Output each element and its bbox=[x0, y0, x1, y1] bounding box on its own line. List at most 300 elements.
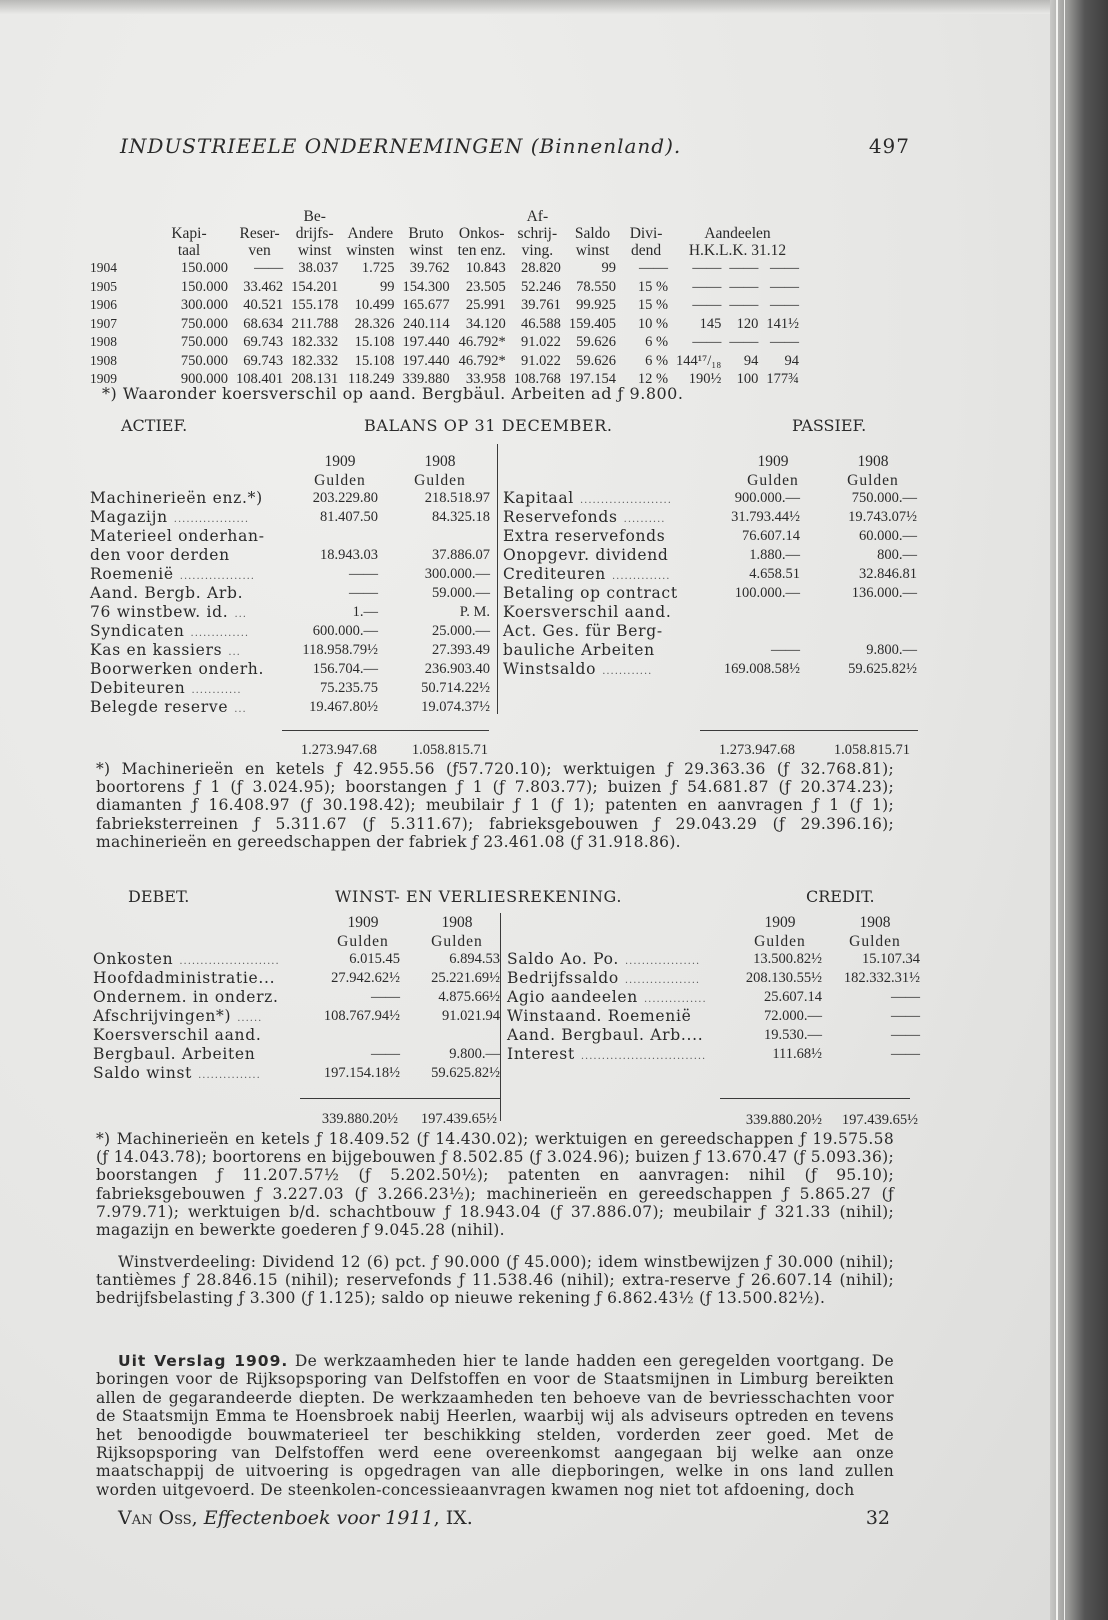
reserven-cell: 69.743 bbox=[243, 334, 284, 350]
label-text: Saldo winst bbox=[93, 1064, 193, 1082]
label-text: Extra reservefonds bbox=[503, 527, 666, 545]
label-text: Debiteuren bbox=[90, 679, 186, 697]
year-cell: 1908 bbox=[90, 334, 117, 349]
line-item-label bbox=[93, 1026, 267, 1047]
onkosten-cell: 25.991 bbox=[465, 297, 506, 313]
page-number: 497 bbox=[868, 134, 910, 158]
label-text: Crediteuren bbox=[503, 565, 606, 583]
value-v1909: 203.229.80 bbox=[312, 490, 378, 506]
value-v1909: 208.130.55½ bbox=[745, 970, 822, 986]
value-v1908: —— bbox=[891, 1027, 920, 1043]
line-item-label bbox=[503, 508, 665, 529]
l-cell: 177¾ bbox=[766, 371, 799, 387]
andere-cell: 118.249 bbox=[347, 371, 395, 387]
year-cell: 1909 bbox=[90, 371, 117, 386]
report-text: De werkzaamheden hier te lande hadden een geregelden voortgang. De boringen voor de Rijksopsporing van Delfstoffen en voor de Staatsmijnen in Limburg bereikten allen de gegarandeerde diepten. De werkzaamheden ten behoeve van de bevriesschachten voor de Staatsmijn Emma te Hoensbroek nabij Heerlen, waarbij wij als adviseurs optreden en tevens het benoodigde bouwmaterieel ter beschikking stelden, vorderden zeer goed. Met de Rijksopsporing van Delfstoffen werd eene overeenkomst aangegaan bij welke aan onze maatschappij de uitvoering is opgedragen van alle diepboringen, welke in ons land zullen worden uitgevoerd. De steenkolen-concessieaanvragen kwamen nog niet tot afdoening, doch bbox=[96, 1352, 895, 1499]
value-v1909: —— bbox=[371, 1046, 400, 1062]
balance-title: BALANS OP 31 DECEMBER. bbox=[364, 416, 613, 435]
line-item-label bbox=[90, 508, 249, 529]
leader-dots: .................. bbox=[624, 975, 701, 986]
page-title: INDUSTRIEELE ONDERNEMINGEN (Binnenland). bbox=[120, 134, 682, 158]
col-hdr bbox=[620, 208, 672, 225]
leader-dots: .............. bbox=[190, 628, 250, 639]
table-row bbox=[86, 278, 803, 297]
value-v1909: 19.530.— bbox=[764, 1027, 822, 1043]
h-cell: —— bbox=[692, 260, 722, 276]
page-edge bbox=[1064, 0, 1065, 1620]
value-v1908: 19.743.07½ bbox=[848, 509, 917, 525]
value-v1908: 750.000.— bbox=[851, 490, 917, 506]
bedrijfswinst-cell: 208.131 bbox=[291, 371, 339, 387]
line-item-label bbox=[93, 1064, 261, 1085]
line-item-label bbox=[93, 969, 281, 990]
bruto-cell: 197.440 bbox=[402, 352, 450, 369]
credit-title: CREDIT. bbox=[806, 887, 875, 906]
debet-total-1908: 197.439.65½ bbox=[420, 1111, 497, 1127]
kapitaal-cell: 300.000 bbox=[180, 297, 228, 313]
balance-footnote: *) Machinerieën en ketels ƒ 42.955.56 (ƒ57.720.10); werktuigen ƒ 29.363.36 (ƒ 32.768.81); boortorens ƒ 1 (ƒ 3.024.95); boorstangen ƒ 1 (ƒ 7.803.77); buizen ƒ 54.681.87 (ƒ 20.374.23); diamanten ƒ 16.408.97 (ƒ 30.198.42); meubilair ƒ 1 (ƒ 1); patenten en aanvragen ƒ 1 (ƒ 1); fabrieksterreinen ƒ 5.311.67 (ƒ 5.311.67); fabrieksgebouwen ƒ 29.043.29 (ƒ 29.396.16); machinerieën en gereedschappen der fabriek ƒ 23.461.08 (ƒ 31.918.86). bbox=[96, 760, 894, 851]
line-item-label bbox=[503, 584, 684, 605]
value-v1908: —— bbox=[891, 1046, 920, 1062]
report-paragraph bbox=[96, 1352, 894, 1499]
leader-dots: ...................... bbox=[579, 495, 672, 506]
col-hdr-afschrijving: schrij- bbox=[517, 225, 558, 242]
line-item-label bbox=[507, 988, 707, 1009]
reserven-cell: 68.634 bbox=[243, 315, 284, 332]
value-v1909: 108.767.94½ bbox=[323, 1008, 400, 1024]
value-v1908: 91.021.94 bbox=[442, 1008, 500, 1024]
bedrijfswinst-cell: 155.178 bbox=[291, 297, 339, 313]
bruto-cell: 154.300 bbox=[402, 278, 450, 295]
value-v1909: —— bbox=[349, 566, 378, 582]
leader-dots: .............. bbox=[611, 571, 671, 582]
line-item-label bbox=[503, 641, 661, 662]
line-item-label bbox=[507, 969, 700, 990]
l-cell: —— bbox=[769, 297, 799, 313]
page-footer bbox=[118, 1507, 890, 1529]
results-footnote: *) Waaronder koersverschil op aand. Bergbäul. Arbeiten ad ƒ 9.800. bbox=[102, 384, 684, 403]
col-hdr bbox=[232, 208, 287, 225]
label-text: Magazijn bbox=[90, 508, 168, 526]
line-item-label bbox=[93, 988, 285, 1009]
onkosten-cell: 33.958 bbox=[465, 371, 506, 387]
k-cell: —— bbox=[729, 334, 759, 350]
pl-footnote: *) Machinerieën en ketels ƒ 18.409.52 (ƒ 14.430.02); werktuigen en gereedschappen ƒ 19.575.58 (ƒ 14.043.78); boortorens en bijgebouwen ƒ 8.502.85 (ƒ 3.024.96); buizen ƒ 13.670.47 (ƒ 5.093.36); boorstangen ƒ 11.207.57½ (ƒ 5.202.50½); patenten en aanvragen: nihil (ƒ 95.10); fabrieksgebouwen ƒ 3.227.03 (ƒ 3.266.23½); machinerieën en gereedschappen ƒ 5.865.27 (ƒ 7.979.71); werktuigen b/d. schachtbouw ƒ 18.943.04 (ƒ 37.886.07); meubilair ƒ 321.33 (nihil); magazijn en bewerkte goederen ƒ 9.045.28 (nihil). bbox=[96, 1130, 894, 1240]
line-item-label bbox=[503, 546, 675, 567]
label-text: Interest bbox=[507, 1045, 575, 1063]
value-v1909: 19.467.80½ bbox=[309, 699, 378, 715]
col-hdr-reserven: Reser- bbox=[239, 225, 280, 242]
label-text: Betaling op contract bbox=[503, 584, 678, 602]
andere-cell: 28.326 bbox=[354, 315, 395, 332]
line-item-label bbox=[90, 603, 247, 624]
label-text: bauliche Arbeiten bbox=[503, 641, 655, 659]
label-text: Act. Ges. für Berg- bbox=[503, 622, 663, 640]
reserven-cell: —— bbox=[254, 260, 284, 276]
bruto-cell: 39.762 bbox=[409, 260, 450, 276]
col-unit: Gulden bbox=[754, 933, 806, 950]
label-text: Winstsaldo bbox=[503, 660, 597, 678]
l-cell: —— bbox=[769, 278, 799, 295]
value-v1908: 59.625.82½ bbox=[431, 1065, 500, 1081]
line-item-label bbox=[90, 489, 269, 510]
bruto-cell: 339.880 bbox=[402, 371, 450, 387]
col-year-1909: 1909 bbox=[757, 453, 789, 470]
leader-dots: ........................ bbox=[179, 956, 280, 967]
col-hdr: winst bbox=[409, 242, 443, 259]
total-rule bbox=[300, 1098, 500, 1099]
dividend-cell: 6 % bbox=[645, 352, 669, 369]
afschrijving-cell: 46.588 bbox=[521, 315, 561, 332]
k-cell: —— bbox=[729, 260, 759, 276]
k-cell: 100 bbox=[736, 371, 759, 387]
bedrijfswinst-cell: 154.201 bbox=[291, 278, 339, 295]
value-v1909: 81.407.50 bbox=[320, 509, 378, 525]
label-text: den voor derden bbox=[90, 546, 230, 564]
col-hdr-kapitaal: Kapi- bbox=[171, 225, 207, 242]
value-v1909: 111.68½ bbox=[772, 1046, 822, 1062]
col-year-1909: 1909 bbox=[347, 914, 379, 931]
line-item-label bbox=[507, 1026, 709, 1047]
value-v1909: 6.015.45 bbox=[349, 951, 400, 967]
label-text: Machinerieën enz.*) bbox=[90, 489, 263, 507]
leader-dots: .......... bbox=[623, 514, 666, 525]
col-hdr-aandeelen: Aandeelen bbox=[704, 225, 771, 242]
label-text: Kapitaal bbox=[503, 489, 574, 507]
table-header-row-1 bbox=[86, 208, 803, 225]
value-v1909: 100.000.— bbox=[734, 585, 800, 601]
label-text: Aand. Bergbaul. Arb.... bbox=[507, 1026, 704, 1044]
year-cell: 1906 bbox=[90, 297, 117, 312]
kapitaal-cell: 750.000 bbox=[180, 334, 228, 350]
col-hdr bbox=[672, 208, 803, 225]
col-hdr bbox=[398, 208, 453, 225]
dividend-cell: 15 % bbox=[637, 278, 669, 295]
line-item-label bbox=[507, 950, 700, 971]
saldo-cell: 59.626 bbox=[576, 334, 617, 350]
col-hdr: ving. bbox=[521, 242, 554, 259]
col-hdr: ven bbox=[248, 242, 271, 259]
h-cell: 144¹⁷/₁₈ bbox=[676, 352, 722, 369]
value-v1908: 6.894.53 bbox=[449, 951, 500, 967]
value-v1909: 118.958.79½ bbox=[302, 642, 378, 658]
line-item-label bbox=[90, 660, 270, 681]
passief-total-1909: 1.273.947.68 bbox=[718, 742, 795, 758]
line-item-label bbox=[90, 641, 241, 662]
debet-total-1909: 339.880.20½ bbox=[321, 1111, 398, 1127]
table-header-row-3 bbox=[86, 242, 803, 259]
label-text: Hoofdadministratie... bbox=[93, 969, 276, 987]
col-year-1909: 1909 bbox=[324, 453, 356, 470]
l-cell: —— bbox=[769, 260, 799, 276]
col-unit: Gulden bbox=[849, 933, 901, 950]
col-year-1909: 1909 bbox=[764, 914, 796, 931]
table-row bbox=[86, 333, 803, 352]
col-hdr bbox=[454, 208, 510, 225]
afschrijving-cell: 28.820 bbox=[521, 260, 561, 276]
table-row bbox=[86, 315, 803, 334]
afschrijving-cell: 52.246 bbox=[521, 278, 561, 295]
line-item-label bbox=[507, 1045, 706, 1066]
leader-dots: ............... bbox=[643, 994, 707, 1005]
afschrijving-cell: 91.022 bbox=[521, 352, 561, 369]
kapitaal-cell: 750.000 bbox=[180, 352, 228, 369]
label-text: Roemenië bbox=[90, 565, 174, 583]
value-v1908: 4.875.66½ bbox=[438, 989, 500, 1005]
leader-dots: .................. bbox=[179, 571, 255, 582]
col-year-1908: 1908 bbox=[441, 914, 473, 931]
value-v1908: 50.714.22½ bbox=[421, 680, 490, 696]
value-v1909: 1.— bbox=[352, 604, 378, 620]
value-v1908: 236.903.40 bbox=[424, 661, 490, 677]
value-v1909: 4.658.51 bbox=[749, 566, 800, 582]
leader-dots: ... bbox=[234, 609, 247, 620]
col-year-1908: 1908 bbox=[857, 453, 889, 470]
col-hdr: ten enz. bbox=[457, 242, 506, 259]
leader-dots: ............ bbox=[602, 666, 653, 677]
col-hdr bbox=[342, 208, 398, 225]
l-cell: 141½ bbox=[766, 315, 799, 332]
leader-dots: ...... bbox=[237, 1013, 263, 1024]
line-item-label bbox=[93, 1045, 262, 1066]
debet-title: DEBET. bbox=[128, 887, 190, 906]
label-text: Saldo Ao. Po. bbox=[507, 950, 619, 968]
onkosten-cell: 46.792* bbox=[458, 352, 506, 369]
page-top-shadow bbox=[0, 0, 1050, 14]
saldo-cell: 99.925 bbox=[576, 297, 617, 313]
label-text: Syndicaten bbox=[90, 622, 185, 640]
value-v1908: —— bbox=[891, 1008, 920, 1024]
running-header bbox=[120, 134, 910, 158]
label-text: Boorwerken onderh. bbox=[90, 660, 265, 678]
line-item-label bbox=[90, 565, 255, 586]
andere-cell: 15.108 bbox=[354, 334, 395, 350]
footer-book: Effectenboek voor 1911 bbox=[203, 1507, 434, 1529]
line-item-label bbox=[90, 527, 271, 548]
value-v1908: 60.000.— bbox=[859, 528, 917, 544]
table-row bbox=[86, 259, 803, 278]
col-hdr-andere: Andere bbox=[347, 225, 394, 242]
col-unit: Gulden bbox=[414, 472, 466, 489]
bedrijfswinst-cell: 182.332 bbox=[291, 334, 339, 350]
value-v1909: 197.154.18½ bbox=[323, 1065, 400, 1081]
value-v1908: 136.000.— bbox=[851, 585, 917, 601]
value-v1909: —— bbox=[371, 989, 400, 1005]
dividend-cell: 6 % bbox=[645, 334, 669, 350]
line-item-label bbox=[90, 698, 247, 719]
afschrijving-cell: 39.761 bbox=[521, 297, 561, 313]
line-item-label bbox=[90, 622, 249, 643]
line-item-label bbox=[503, 660, 652, 681]
leader-dots: ... bbox=[234, 704, 247, 715]
line-item-label bbox=[503, 603, 677, 624]
value-v1908: 25.000.— bbox=[432, 623, 490, 639]
onkosten-cell: 10.843 bbox=[465, 260, 506, 276]
col-hdr: Af- bbox=[526, 208, 549, 225]
saldo-cell: 59.626 bbox=[576, 352, 617, 369]
leader-dots: ............... bbox=[198, 1070, 261, 1081]
col-hdr-bruto: Bruto bbox=[408, 225, 444, 242]
col-hdr: H.K.L.K. 31.12 bbox=[688, 242, 787, 259]
value-v1909: 25.607.14 bbox=[764, 989, 822, 1005]
afschrijving-cell: 91.022 bbox=[521, 334, 561, 350]
value-v1908: P. M. bbox=[459, 604, 490, 620]
line-item-label bbox=[503, 565, 671, 586]
h-cell: —— bbox=[692, 278, 722, 295]
col-hdr-dividend: Divi- bbox=[629, 225, 663, 242]
total-rule bbox=[700, 730, 918, 731]
value-v1908: 218.518.97 bbox=[424, 490, 490, 506]
line-item-label bbox=[90, 546, 236, 567]
label-text: Aand. Bergb. Arb. bbox=[90, 584, 244, 602]
value-v1909: 75.235.75 bbox=[320, 680, 378, 696]
value-v1908: 800.— bbox=[877, 547, 917, 563]
actief-title: ACTIEF. bbox=[121, 416, 188, 435]
label-text: Winstaand. Roemenië bbox=[507, 1007, 692, 1025]
kapitaal-cell: 150.000 bbox=[180, 260, 228, 276]
value-v1908: 59.000.— bbox=[432, 585, 490, 601]
line-item-label bbox=[93, 950, 280, 971]
k-cell: 94 bbox=[743, 352, 759, 369]
bruto-cell: 165.677 bbox=[402, 297, 450, 313]
l-cell: 94 bbox=[784, 352, 799, 369]
value-v1909: —— bbox=[771, 642, 800, 658]
col-hdr: winst bbox=[297, 242, 332, 259]
value-v1909: 900.000.— bbox=[734, 490, 800, 506]
col-year-1908: 1908 bbox=[424, 453, 456, 470]
label-text: Afschrijvingen*) bbox=[93, 1007, 232, 1025]
saldo-cell: 197.154 bbox=[568, 371, 617, 387]
saldo-cell: 78.550 bbox=[576, 278, 617, 295]
label-text: Ondernem. in onderz. bbox=[93, 988, 279, 1006]
bedrijfswinst-cell: 38.037 bbox=[298, 260, 339, 276]
table-row bbox=[86, 296, 803, 315]
label-text: Bedrijfssaldo bbox=[507, 969, 619, 987]
balance-divider bbox=[497, 444, 498, 714]
dividend-cell: 10 % bbox=[637, 315, 669, 332]
bedrijfswinst-cell: 182.332 bbox=[291, 352, 339, 369]
year-cell: 1905 bbox=[90, 278, 117, 294]
value-v1908: 37.886.07 bbox=[432, 547, 490, 563]
andere-cell: 10.499 bbox=[354, 297, 395, 313]
label-text: Bergbaul. Arbeiten bbox=[93, 1045, 256, 1063]
leader-dots: ............ bbox=[191, 685, 242, 696]
k-cell: —— bbox=[729, 278, 759, 295]
label-text: Agio aandeelen bbox=[507, 988, 638, 1006]
k-cell: —— bbox=[729, 297, 759, 313]
dividend-cell: 12 % bbox=[637, 371, 669, 387]
kapitaal-cell: 900.000 bbox=[180, 371, 228, 387]
actief-total-1909: 1.273.947.68 bbox=[300, 742, 377, 758]
footer-volume: , IX. bbox=[433, 1507, 473, 1529]
reserven-cell: 33.462 bbox=[243, 278, 284, 295]
reserven-cell: 69.743 bbox=[243, 352, 284, 369]
line-item-label bbox=[90, 584, 249, 605]
dividend-cell: 15 % bbox=[637, 297, 669, 313]
col-unit: Gulden bbox=[314, 472, 366, 489]
label-text: Kas en kassiers bbox=[90, 641, 223, 659]
h-cell: 190½ bbox=[688, 371, 722, 387]
page-edge bbox=[1056, 0, 1058, 1620]
value-v1909: 156.704.— bbox=[312, 661, 378, 677]
col-hdr bbox=[146, 208, 232, 225]
line-item-label bbox=[90, 679, 242, 700]
col-hdr: taal bbox=[177, 242, 201, 259]
label-text: Onkosten bbox=[93, 950, 174, 968]
onkosten-cell: 34.120 bbox=[465, 315, 506, 332]
col-unit: Gulden bbox=[431, 933, 483, 950]
value-v1908: 300.000.— bbox=[424, 566, 490, 582]
year-cell: 1908 bbox=[90, 352, 117, 368]
col-unit: Gulden bbox=[337, 933, 389, 950]
bruto-cell: 240.114 bbox=[403, 315, 450, 332]
h-cell: —— bbox=[692, 297, 722, 313]
kapitaal-cell: 150.000 bbox=[180, 278, 228, 295]
label-text: Reservefonds bbox=[503, 508, 618, 526]
book-spine bbox=[1050, 0, 1108, 1620]
saldo-cell: 159.405 bbox=[568, 315, 617, 332]
leader-dots: .................. bbox=[625, 956, 701, 967]
table-header-row-2 bbox=[86, 225, 803, 242]
label-text: 76 winstbew. id. bbox=[90, 603, 229, 621]
label-text: Onopgevr. dividend bbox=[503, 546, 669, 564]
col-unit: Gulden bbox=[847, 472, 899, 489]
year-cell: 1904 bbox=[90, 260, 117, 275]
label-text: Koersverschil aand. bbox=[93, 1026, 262, 1044]
bruto-cell: 197.440 bbox=[402, 334, 450, 350]
kapitaal-cell: 750.000 bbox=[180, 315, 228, 332]
value-v1908: 84.325.18 bbox=[432, 509, 490, 525]
value-v1908: 25.221.69½ bbox=[431, 970, 500, 986]
col-hdr bbox=[565, 208, 620, 225]
value-v1908: 9.800.— bbox=[866, 642, 917, 658]
col-hdr-onkosten: Onkos- bbox=[458, 225, 505, 242]
reserven-cell: 108.401 bbox=[236, 371, 284, 387]
col-year-1908: 1908 bbox=[859, 914, 891, 931]
col-hdr: winst bbox=[575, 242, 610, 259]
col-hdr: Be- bbox=[303, 208, 326, 225]
report-lead: Uit Verslag 1909. bbox=[118, 1352, 289, 1370]
dividend-cell: —— bbox=[639, 260, 669, 276]
pl-divider bbox=[500, 913, 501, 1121]
reserven-cell: 40.521 bbox=[243, 297, 284, 313]
leader-dots: .................. bbox=[173, 514, 250, 525]
line-item-label bbox=[507, 1007, 697, 1028]
label-text: Belegde reserve bbox=[90, 698, 229, 716]
label-text: Materieel onderhan- bbox=[90, 527, 265, 545]
andere-cell: 15.108 bbox=[354, 352, 395, 369]
onkosten-cell: 46.792* bbox=[458, 334, 506, 350]
profit-loss-title: WINST- EN VERLIESREKENING. bbox=[335, 887, 623, 906]
h-cell: —— bbox=[692, 334, 722, 350]
line-item-label bbox=[503, 622, 669, 643]
table-row bbox=[86, 352, 803, 371]
bedrijfswinst-cell: 211.788 bbox=[291, 315, 339, 332]
value-v1908: 27.393.49 bbox=[432, 642, 490, 658]
total-rule bbox=[720, 1098, 910, 1099]
line-item-label bbox=[503, 527, 671, 548]
saldo-cell: 99 bbox=[601, 260, 617, 276]
winstverdeeling: Winstverdeeling: Dividend 12 (6) pct. ƒ 90.000 (ƒ 45.000); idem winstbewijzen ƒ 30.000 (nihil); tantièmes ƒ 28.846.15 (nihil); reservefonds ƒ 11.538.46 (nihil); extra-reserve ƒ 26.607.14 (nihil); bedrijfsbelasting ƒ 3.300 (ƒ 1.125); saldo op nieuwe rekening ƒ 6.862.43½ (ƒ 13.500.82½). bbox=[96, 1253, 894, 1308]
passief-title: PASSIEF. bbox=[792, 416, 867, 435]
value-v1909: 31.793.44½ bbox=[731, 509, 800, 525]
value-v1908: —— bbox=[891, 989, 920, 1005]
label-text: Koersverschil aand. bbox=[503, 603, 672, 621]
h-cell: 145 bbox=[699, 315, 722, 332]
andere-cell: 99 bbox=[379, 278, 395, 295]
col-hdr-bedrijfswinst: drijfs- bbox=[295, 225, 334, 242]
value-v1908: 19.074.37½ bbox=[421, 699, 490, 715]
